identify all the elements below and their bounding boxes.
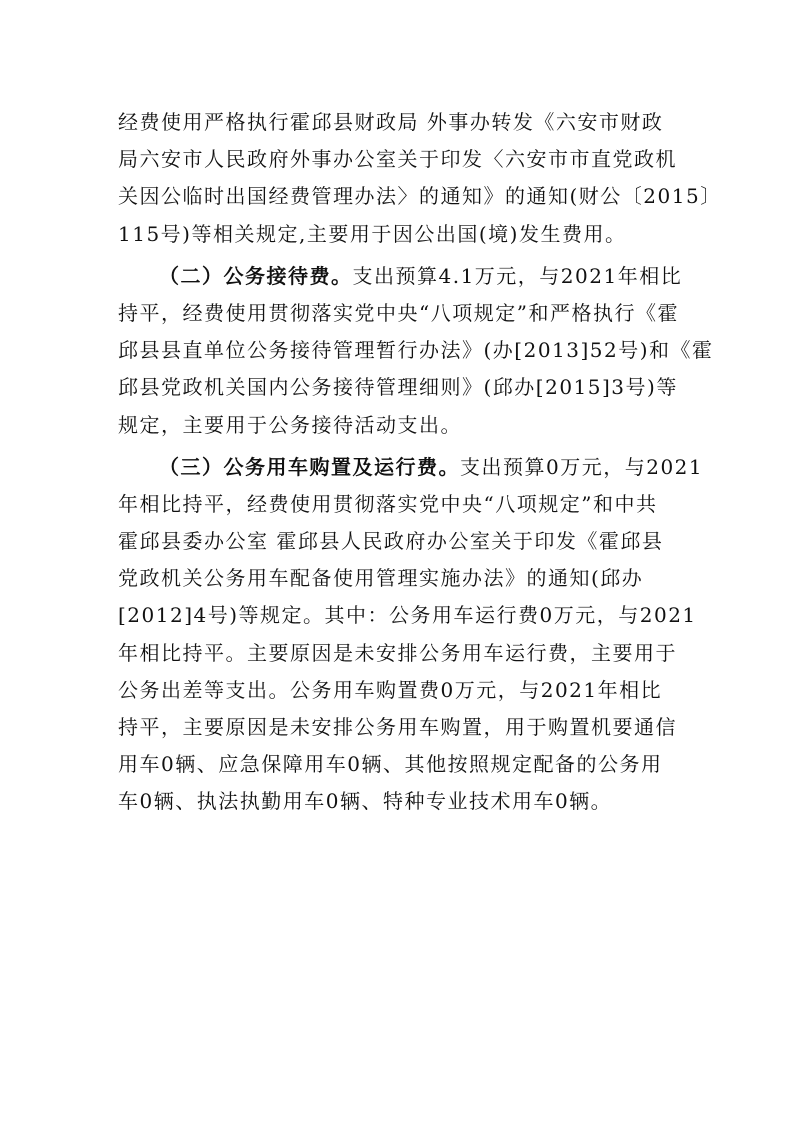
paragraph-first-line xyxy=(118,449,704,486)
text-line: 党政机关公务用车配备使用管理实施办法》的通知(邱办 xyxy=(118,566,644,591)
paragraph-first-line xyxy=(118,258,683,295)
section-heading: （三）公务用车购置及运行费。 xyxy=(159,454,460,479)
document-body xyxy=(118,104,722,821)
text-line: 关因公临时出国经费管理办法〉的通知》的通知(财公〔2015〕 xyxy=(118,184,722,209)
text-line: 持平，经费使用贯彻落实党中央“八项规定”和严格执行《霍 xyxy=(118,300,679,325)
text-line: 用车0辆、应急保障用车0辆、其他按照规定配备的公务用 xyxy=(118,752,663,777)
text-line: 邱县党政机关国内公务接待管理细则》(邱办[2015]3号)等 xyxy=(118,375,678,400)
heading-continuation: 支出预算4.1万元，与2021年相比 xyxy=(352,263,683,288)
text-line: 年相比持平。主要原因是未安排公务用车运行费，主要用于 xyxy=(118,640,677,665)
paragraph-vehicle-expenses xyxy=(118,449,704,821)
text-line: 年相比持平，经费使用贯彻落实党中央“八项规定”和中共 xyxy=(118,491,658,516)
paragraph-foreign-affairs xyxy=(118,104,722,253)
text-line: 115号)等相关规定,主要用于因公出国(境)发生费用。 xyxy=(118,221,627,246)
paragraph-reception-expenses xyxy=(118,258,714,444)
heading-continuation: 支出预算0万元，与2021 xyxy=(460,454,704,479)
text-line: [2012]4号)等规定。其中：公务用车运行费0万元，与2021 xyxy=(118,603,697,628)
text-line: 邱县县直单位公务接待管理暂行办法》(办[2013]52号)和《霍 xyxy=(118,338,714,363)
section-heading: （二）公务接待费。 xyxy=(159,263,353,288)
text-line: 霍邱县委办公室 霍邱县人民政府办公室关于印发《霍邱县 xyxy=(118,529,664,554)
text-line: 经费使用严格执行霍邱县财政局 外事办转发《六安市财政 xyxy=(118,110,664,134)
text-line: 公务出差等支出。公务用车购置费0万元，与2021年相比 xyxy=(118,677,663,702)
text-line: 车0辆、执法执勤用车0辆、特种专业技术用车0辆。 xyxy=(118,789,613,814)
text-line: 持平，主要原因是未安排公务用车购置，用于购置机要通信 xyxy=(118,715,677,739)
text-line: 局六安市人民政府外事办公室关于印发〈六安市市直党政机 xyxy=(118,147,677,172)
text-line: 规定，主要用于公务接待活动支出。 xyxy=(118,412,462,437)
